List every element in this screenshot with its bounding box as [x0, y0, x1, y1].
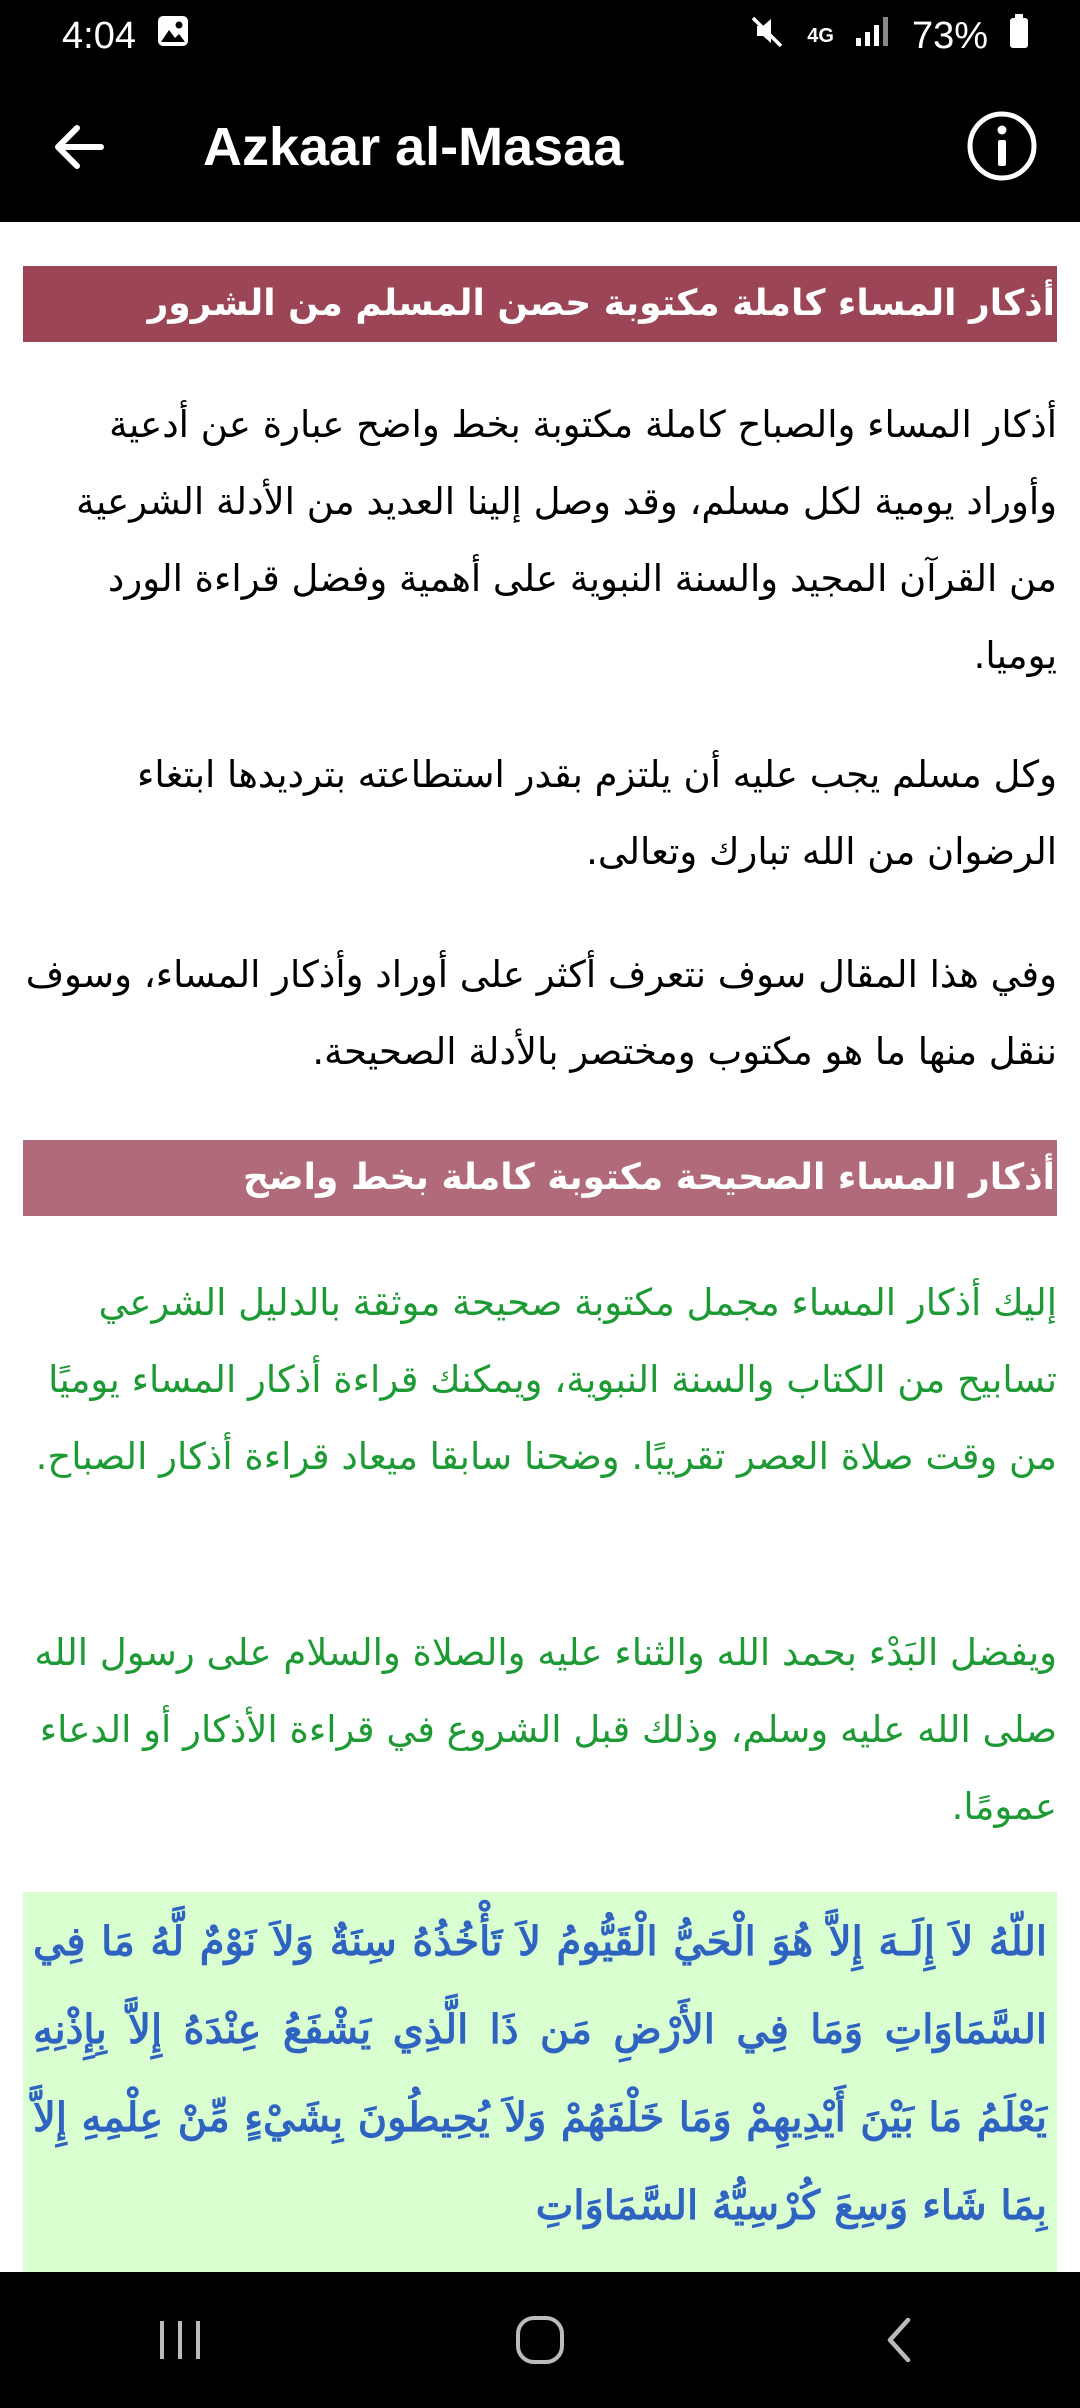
home-button[interactable] [480, 2295, 600, 2385]
home-icon [514, 2314, 566, 2366]
app-bar [0, 72, 1080, 222]
article-paragraph-3: وفي هذا المقال سوف نتعرف أكثر على أوراد وأذكار المساء، وسوف ننقل منها ما هو مكتوب ومختصر بالأدلة الصحيحة. [25, 953, 1057, 1073]
chevron-left-icon [880, 2314, 920, 2366]
recent-apps-icon [155, 2317, 205, 2363]
status-bar [0, 0, 1080, 72]
mute-icon [749, 12, 787, 60]
back-button[interactable] [44, 112, 114, 182]
recent-apps-button[interactable] [120, 2295, 240, 2385]
status-time: 4:04 [62, 14, 136, 57]
system-navigation-bar [0, 2272, 1080, 2408]
info-button[interactable] [964, 108, 1040, 184]
gallery-notification-icon [156, 14, 190, 58]
network-type: 4G [807, 24, 834, 47]
app-title: Azkaar al-Masaa [203, 117, 624, 177]
arrow-left-icon [49, 117, 109, 177]
section-heading-2: أذكار المساء الصحيحة مكتوبة كاملة بخط واضح [23, 1140, 1057, 1216]
green-paragraph-1: إليك أذكار المساء مجمل مكتوبة صحيحة موثقة بالدليل الشرعي تسابيح من الكتاب والسنة النبوية، ويمكنك قراءة أذكار المساء يوميًا من وقت صلاة العصر تقريبًا. وضحنا سابقا ميعاد قراءة أذكار الصباح. [35, 1281, 1057, 1478]
status-right [749, 12, 1030, 60]
green-paragraph-2: ويفضل البَدْء بحمد الله والثناء عليه والصلاة والسلام على رسول الله صلى الله عليه وسلم، وذلك قبل الشروع في قراءة الأذكار أو الدعاء عمومًا. [34, 1631, 1057, 1828]
signal-icon [854, 14, 892, 58]
info-icon [964, 108, 1040, 184]
battery-level: 73% [911, 14, 988, 57]
article-content[interactable] [0, 222, 1080, 2272]
status-left [62, 14, 190, 58]
article-paragraph-1: أذكار المساء والصباح كاملة مكتوبة بخط واضح عبارة عن أدعية وأوراد يومية لكل مسلم، وقد وصل إلينا العديد من الأدلة الشرعية من القرآن المجيد والسنة النبوية على أهمية وفضل قراءة الورد يوميا. [76, 403, 1057, 677]
ayat-al-kursi-text: اللّهُ لاَ إِلَـهَ إِلاَّ هُوَ الْحَيُّ الْقَيُّومُ لاَ تَأْخُذُهُ سِنَةٌ وَلاَ نَوْمٌ لَّهُ مَا فِي السَّمَاوَاتِ وَمَا فِي الأَرْضِ مَن ذَا الَّذِي يَشْفَعُ عِنْدَهُ إِلاَّ بِإِذْنِهِ يَعْلَمُ مَا بَيْنَ أَيْدِيهِمْ وَمَا خَلْفَهُمْ وَلاَ يُحِيطُونَ بِشَيْءٍ مِّنْ عِلْمِهِ إِلاَّ بِمَا شَاء وَسِعَ كُرْسِيُّهُ السَّمَاوَاتِ [33, 1918, 1047, 2229]
quran-verse-box [23, 1892, 1057, 2272]
article-paragraph-2: وكل مسلم يجب عليه أن يلتزم بقدر استطاعته بترديدها ابتغاء الرضوان من الله تبارك وتعالى. [137, 753, 1057, 873]
battery-icon [1008, 13, 1030, 59]
system-back-button[interactable] [840, 2295, 960, 2385]
section-heading-1: أذكار المساء كاملة مكتوبة حصن المسلم من الشرور [23, 266, 1057, 342]
